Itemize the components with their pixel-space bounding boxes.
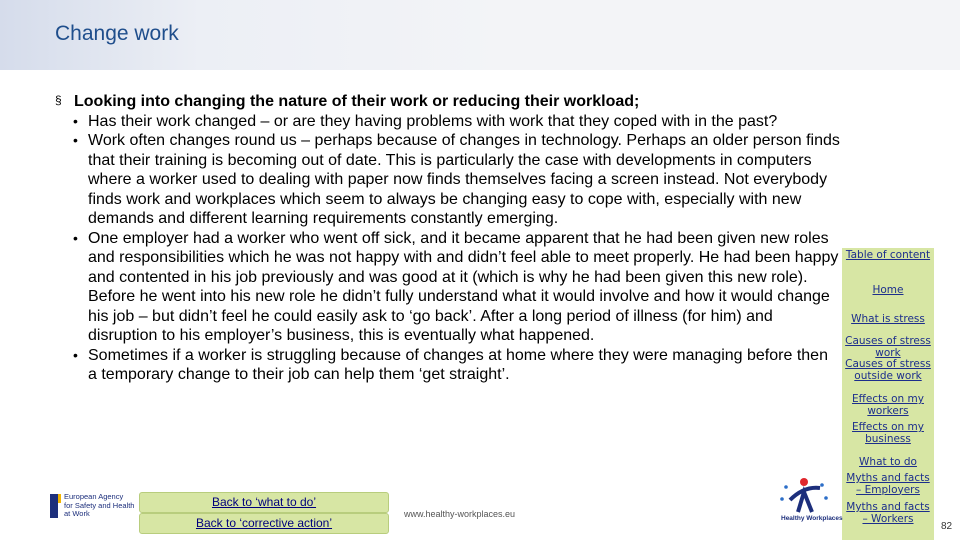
page-title: Change work — [55, 22, 179, 45]
nav-link-myths-employers[interactable]: Myths and facts – Employers — [846, 472, 930, 496]
nav-link-table-of-content[interactable]: Table of content — [845, 249, 931, 261]
bullet-icon: • — [73, 112, 78, 129]
square-bullet-icon: § — [55, 93, 62, 107]
bullet-icon: • — [73, 346, 78, 363]
nav-link-myths-workers[interactable]: Myths and facts – Workers — [846, 501, 930, 525]
website-url: www.healthy-workplaces.eu — [404, 509, 516, 519]
nav-link-causes-outside-work[interactable]: Causes of stress outside work — [845, 358, 931, 382]
nav-link-effects-workers[interactable]: Effects on my workers — [852, 393, 924, 417]
bullet-icon: • — [73, 229, 78, 246]
agency-name: European Agency for Safety and Health at Work — [64, 492, 135, 518]
healthy-workplaces-logo-icon — [776, 474, 834, 514]
page-number: 82 — [941, 521, 953, 532]
bullet-text: One employer had a worker who went off sick, and it became apparent that he had been given new roles and responsibilities which he was not happy with and didn’t feel able to meet properly. He had been happy and contented in his job previously and was good at it (which is why he had been given this new role). Before he went into his new role he didn’t fully understand what it would involve and how it would change his job – but didn’t feel he could easily ask to ‘go back’. After a long period of illness (for him) and disruption to his employer’s business, this is eventually what happened. — [88, 229, 839, 344]
list-item — [73, 131, 840, 229]
bullet-text: Work often changes round us – perhaps because of changes in technology. Perhaps an older person finds that their training is becoming out of date. This is particularly the case with developments in computers where a worker used to dealing with paper now finds themselves facing a screen instead. Not everybody finds work and workplaces which seem to always be changing easy to cope with, especially with new demands and different learning requirements constantly emerging. — [88, 132, 840, 227]
side-navigation — [842, 248, 934, 540]
lead-text: Looking into changing the nature of their work or reducing their workload; — [74, 93, 640, 110]
list-item — [73, 112, 840, 132]
nav-link-what-to-do[interactable]: What to do — [859, 456, 917, 468]
list-item — [73, 229, 840, 346]
slide-content — [55, 92, 840, 385]
bullet-text: Has their work changed – or are they having problems with work that they coped with in the past? — [88, 112, 778, 130]
campaign-name: Healthy Workplaces — [781, 515, 843, 522]
nav-link-effects-business[interactable]: Effects on my business — [852, 421, 924, 445]
bullet-text: Sometimes if a worker is struggling because of changes at home where they were managing before then a temporary change to their job can help them ‘get straight’. — [88, 346, 828, 383]
list-item — [73, 346, 840, 385]
eu-osha-logo-icon — [48, 493, 62, 519]
back-to-corrective-action-button[interactable]: Back to ‘corrective action’ — [139, 513, 389, 534]
nav-link-what-is-stress[interactable]: What is stress — [851, 313, 925, 325]
lead-point — [55, 92, 840, 112]
nav-link-causes-work[interactable]: Causes of stress work — [845, 335, 931, 359]
bullet-icon: • — [73, 132, 78, 148]
back-to-what-to-do-button[interactable]: Back to ‘what to do’ — [139, 492, 389, 513]
bullet-list — [55, 112, 840, 385]
nav-link-home[interactable]: Home — [872, 284, 904, 296]
